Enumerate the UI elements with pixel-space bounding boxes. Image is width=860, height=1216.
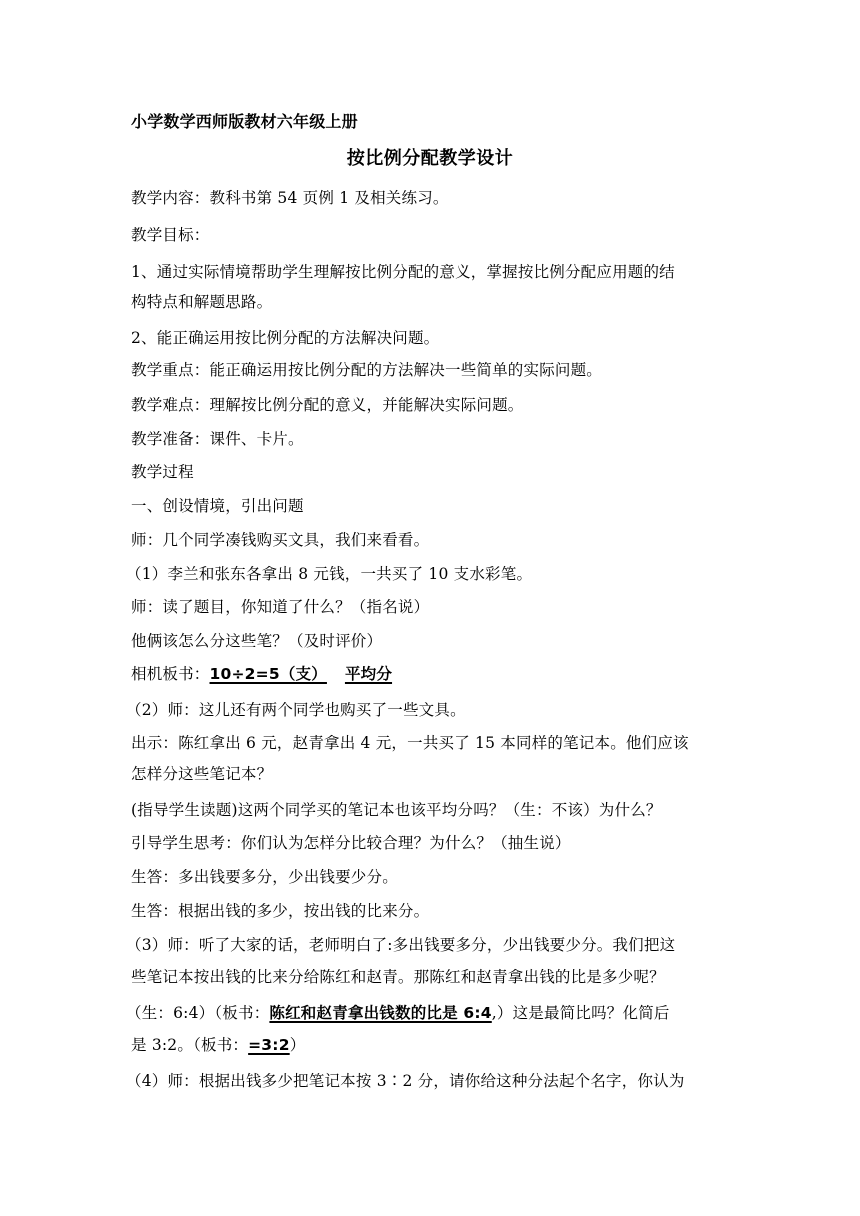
paragraph-line: （2）师：这儿还有两个同学也购买了一些文具。 — [126, 701, 466, 719]
paragraph-line: （3）师：听了大家的话，老师明白了:多出钱要多分，少出钱要少分。我们把这 — [126, 936, 676, 954]
paragraph-line: 一、创设情境，引出问题 — [131, 497, 304, 515]
paragraph-line: 他俩该怎么分这些笔？（及时评价） — [131, 632, 383, 650]
board-line — [131, 664, 392, 684]
paragraph-line: 教学过程 — [131, 463, 194, 481]
paragraph-line: （1）李兰和张东各拿出 8 元钱，一共买了 10 支水彩笔。 — [126, 565, 533, 583]
board-method: 平均分 — [344, 665, 393, 683]
paragraph-line: （4）师：根据出钱多少把笔记本按 3∶2 分，请你给这种分法起个名字，你认为 — [126, 1072, 685, 1090]
paragraph-line: 教学准备：课件、卡片。 — [131, 430, 304, 448]
paragraph-line: 构特点和解题思路。 — [131, 293, 273, 311]
paragraph-line: 教学目标： — [131, 226, 210, 244]
paragraph-line: 教学内容：教科书第 54 页例 1 及相关练习。 — [131, 189, 449, 207]
paragraph-line: 出示：陈红拿出 6 元，赵青拿出 4 元，一共买了 15 本同样的笔记本。他们应该 — [131, 734, 689, 752]
simplified-line — [131, 1035, 305, 1055]
ratio-line — [126, 1003, 670, 1023]
paragraph-line: 1、通过实际情境帮助学生理解按比例分配的意义，掌握按比例分配应用题的结 — [131, 263, 675, 281]
board-formula: 10÷2=5（支） — [209, 665, 327, 683]
simplified-suffix: ） — [289, 1036, 306, 1054]
simplified-board: =3:2 — [248, 1036, 290, 1054]
simplified-prefix: 是 3:2。（板书： — [131, 1036, 249, 1054]
paragraph-line: 引导学生思考：你们认为怎样分比较合理？为什么？（抽生说） — [131, 834, 571, 852]
ratio-prefix: （生：6:4）（板书： — [126, 1004, 270, 1022]
paragraph-line: (指导学生读题)这两个同学买的笔记本也该平均分吗？（生：不该）为什么？ — [131, 801, 662, 819]
textbook-header: 小学数学西师版教材六年级上册 — [131, 112, 358, 131]
paragraph-line: 些笔记本按出钱的比来分给陈红和赵青。那陈红和赵青拿出钱的比是多少呢？ — [131, 968, 665, 986]
paragraph-line: 怎样分这些笔记本？ — [131, 765, 273, 783]
paragraph-line: 师：几个同学凑钱购买文具，我们来看看。 — [131, 531, 430, 549]
paragraph-line: 生答：根据出钱的多少，按出钱的比来分。 — [131, 902, 430, 920]
ratio-board: 陈红和赵青拿出钱数的比是 6:4 — [269, 1004, 492, 1022]
ratio-suffix: ,）这是最简比吗？化简后 — [491, 1004, 670, 1022]
paragraph-line: 师：读了题目，你知道了什么？（指名说） — [131, 598, 430, 616]
board-prefix: 相机板书： — [131, 665, 210, 683]
document-title: 按比例分配教学设计 — [346, 148, 514, 169]
paragraph-line: 生答：多出钱要多分，少出钱要少分。 — [131, 868, 398, 886]
paragraph-line: 2、能正确运用按比例分配的方法解决问题。 — [131, 329, 440, 347]
paragraph-line: 教学难点：理解按比例分配的意义，并能解决实际问题。 — [131, 396, 524, 414]
paragraph-line: 教学重点：能正确运用按比例分配的方法解决一些简单的实际问题。 — [131, 361, 603, 379]
